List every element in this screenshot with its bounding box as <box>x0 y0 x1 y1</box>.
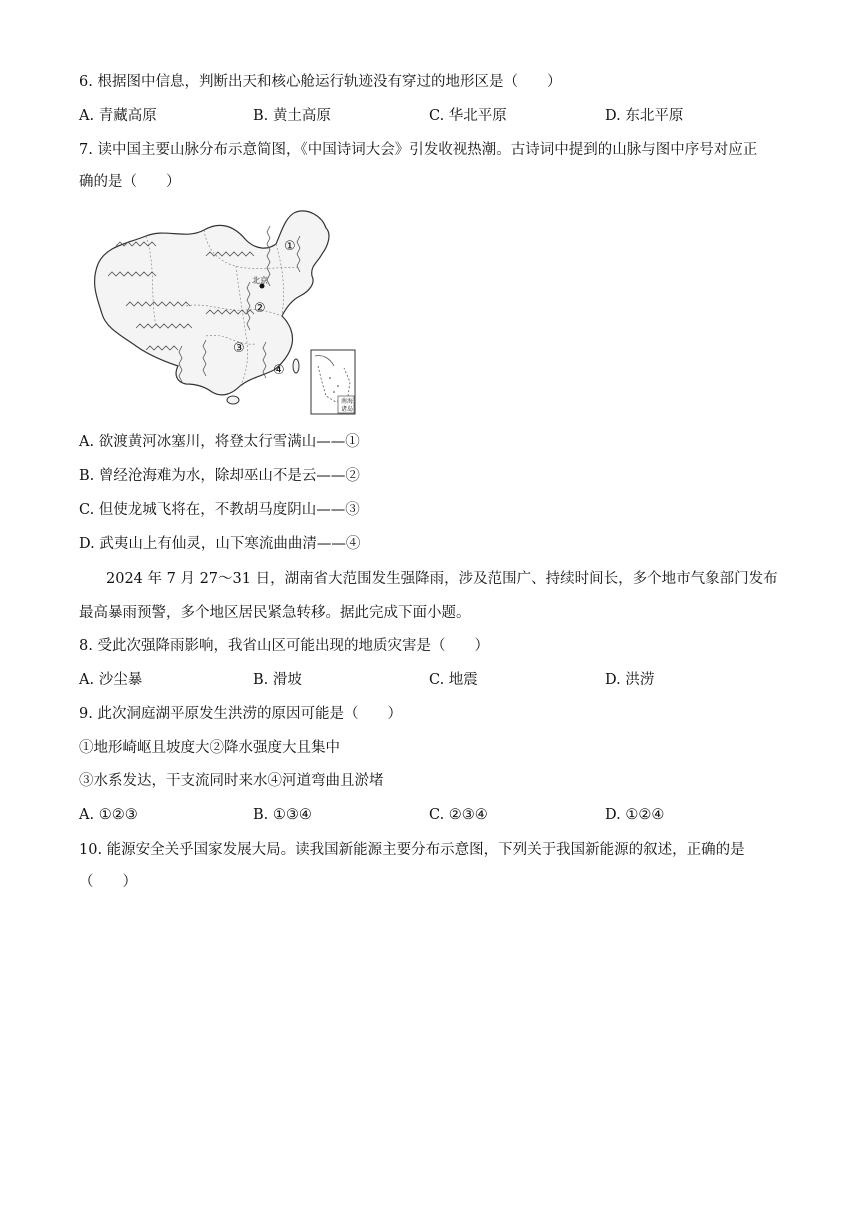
beijing-label: 北京 <box>252 276 268 285</box>
map-marker-2: ② <box>254 301 266 316</box>
q7-option-c: C. 但使龙城飞将在，不教胡马度阴山——③ <box>79 502 360 518</box>
passage-line1: 2024 年 7 月 27～31 日，湖南省大范围发生强降雨，涉及范围广、持续时间长，多个地市气象部门发布 <box>106 571 778 587</box>
q7-stem-line2: 确的是（ ） <box>79 174 181 190</box>
passage-line2: 最高暴雨预警，多个地区居民紧急转移。据此完成下面小题。 <box>79 605 471 621</box>
q6-option-b: B. 黄土高原 <box>253 108 331 124</box>
q7-option-d: D. 武夷山上有仙灵，山下寒流曲曲清——④ <box>79 536 361 552</box>
q8-option-d: D. 洪涝 <box>605 672 655 688</box>
q8-stem: 8. 受此次强降雨影响，我省山区可能出现的地质灾害是（ ） <box>79 638 489 654</box>
inset-label-1: 南海 <box>341 398 354 405</box>
map-marker-4: ④ <box>273 363 285 378</box>
q8-option-a: A. 沙尘暴 <box>79 672 143 688</box>
q9-option-d: D. ①②④ <box>605 807 665 823</box>
inset-label-2: 诸岛 <box>341 406 354 413</box>
q9-stem: 9. 此次洞庭湖平原发生洪涝的原因可能是（ ） <box>79 706 402 722</box>
q9-option-a: A. ①②③ <box>79 807 138 823</box>
q7-stem-line1: 7. 读中国主要山脉分布示意简图，《中国诗词大会》引发收视热潮。古诗词中提到的山脉与图中序号对应正 <box>79 142 758 158</box>
q6-option-a: A. 青藏高原 <box>79 108 157 124</box>
q10-stem-line2: （ ） <box>79 874 137 890</box>
q6-option-c: C. 华北平原 <box>429 108 507 124</box>
q9-option-b: B. ①③④ <box>253 807 312 823</box>
south-china-sea-inset <box>311 350 355 414</box>
q10-stem-line1: 10. 能源安全关乎国家发展大局。读我国新能源主要分布示意图，下列关于我国新能源的叙述，正确的是 <box>79 842 745 858</box>
q6-option-d: D. 东北平原 <box>605 108 684 124</box>
map-marker-1: ① <box>284 239 296 254</box>
china-mountains-map <box>86 206 358 416</box>
map-marker-3: ③ <box>233 341 245 356</box>
q8-option-b: B. 滑坡 <box>253 672 302 688</box>
q9-statement-1: ①地形崎岖且坡度大②降水强度大且集中 <box>79 740 340 756</box>
q9-statement-2: ③水系发达，干支流同时来水④河道弯曲且淤堵 <box>79 773 384 789</box>
q7-option-a: A. 欲渡黄河冰塞川，将登太行雪满山——① <box>79 434 360 450</box>
q9-option-c: C. ②③④ <box>429 807 488 823</box>
q6-stem: 6. 根据图中信息，判断出天和核心舱运行轨迹没有穿过的地形区是（ ） <box>79 74 562 90</box>
q7-option-b: B. 曾经沧海难为水，除却巫山不是云——② <box>79 468 360 484</box>
q8-option-c: C. 地震 <box>429 672 478 688</box>
